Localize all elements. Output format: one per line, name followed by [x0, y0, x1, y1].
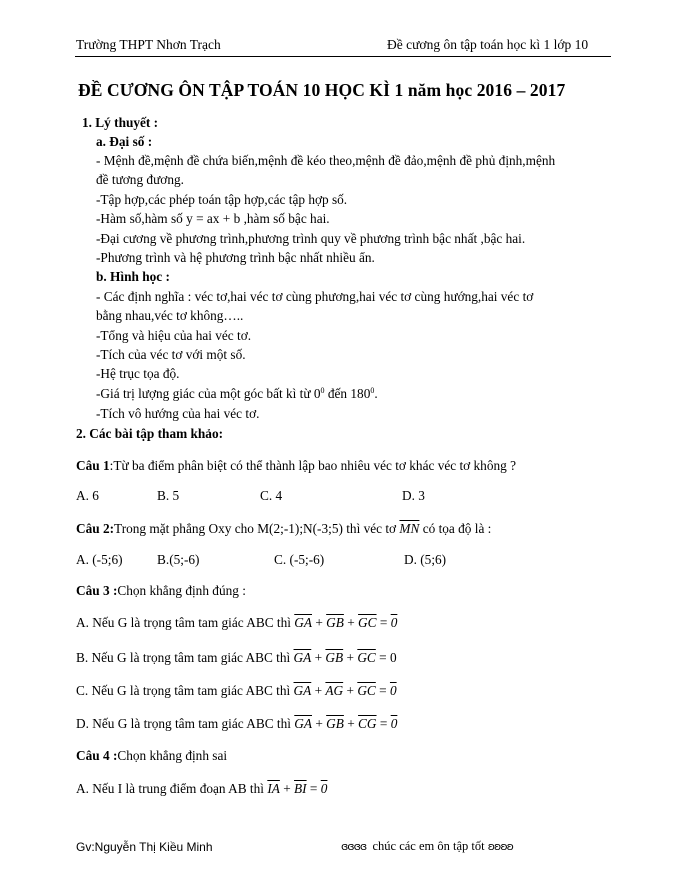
q1-option-c: C. 4 — [260, 488, 283, 503]
q2-option-b: B.(5;-6) — [157, 552, 200, 567]
algebra-item: - Mệnh đề,mệnh đề chứa biến,mệnh đề kéo theo,mệnh đề đảo,mệnh đề phủ định,mệnh — [96, 153, 556, 168]
q3-option-d: D. Nếu G là trọng tâm tam giác ABC thì $\overline{GA} + \overline{GB} + \overline{CG} = 0$ — [76, 716, 398, 731]
geometry-item: bằng nhau,véc tơ không….. — [96, 308, 244, 323]
algebra-item: -Tập hợp,các phép toán tập hợp,các tập hợp số. — [96, 192, 348, 207]
footer-teacher: Gv:Nguyễn Thị Kiều Minh — [76, 840, 213, 854]
geometry-item: -Tích vô hướng của hai véc tơ. — [96, 406, 260, 421]
question-4: Câu 4 :Chọn khẳng định sai — [76, 748, 228, 763]
geometry-item: - Các định nghĩa : véc tơ,hai véc tơ cùng phương,hai véc tơ cùng hướng,hai véc tơ — [96, 289, 534, 304]
geometry-item: -Hệ trục tọa độ. — [96, 366, 180, 381]
geometry-item-angle: -Giá trị lượng giác của một góc bất kì từ $0^0$ đến $180^0$. — [96, 386, 378, 401]
page-title: ĐỀ CƯƠNG ÔN TẬP TOÁN 10 HỌC KÌ 1 năm học 2016 – 2017 — [78, 80, 566, 100]
question-1: Câu 1:Từ ba điểm phân biệt có thể thành lập bao nhiêu véc tơ khác véc tơ không ? — [76, 458, 517, 473]
algebra-item: đề tương đương. — [96, 172, 184, 187]
algebra-item: -Phương trình và hệ phương trình bậc nhất nhiều ẩn. — [96, 250, 375, 265]
ornament-left-icon: ɞɞɞɞ — [341, 840, 367, 853]
q3-option-b: B. Nếu G là trọng tâm tam giác ABC thì $\overline{GA} + \overline{GB} + \overline{GC} = 0$ — [76, 650, 397, 665]
header-rule — [75, 56, 611, 57]
geometry-item: -Tổng và hiệu của hai véc tơ. — [96, 328, 252, 343]
vector-mn: $\overline{MN}$ — [399, 521, 420, 536]
q3-option-a: A. Nếu G là trọng tâm tam giác ABC thì $\overline{GA} + \overline{GB} + \overline{GC} = 0$ — [76, 615, 398, 630]
exercises-heading: 2. Các bài tập tham khảo: — [76, 426, 224, 441]
ornament-right-icon: ʚʚʚʚ — [487, 840, 513, 853]
q2-option-c: C. (-5;-6) — [274, 552, 325, 567]
q2-option-a: A. (-5;6) — [76, 552, 123, 567]
q3-option-c: C. Nếu G là trọng tâm tam giác ABC thì $\overline{GA} + \overline{AG} + \overline{GC} = 0$ — [76, 683, 397, 698]
question-2: Câu 2:Trong mặt phẳng Oxy cho M(2;-1);N(-3;5) thì véc tơ $\overline{MN}$ có tọa độ là : — [76, 521, 492, 536]
algebra-heading: a. Đại số : — [96, 134, 153, 149]
theory-heading: 1. Lý thuyết : — [82, 115, 159, 130]
q1-option-d: D. 3 — [402, 488, 425, 503]
q4-option-a: A. Nếu I là trung điểm đoạn AB thì $\overline{IA} + \overline{BI} = 0$ — [76, 781, 328, 796]
q1-option-a: A. 6 — [76, 488, 99, 503]
algebra-item: -Hàm số,hàm số y = ax + b ,hàm số bậc hai. — [96, 211, 330, 226]
q2-option-d: D. (5;6) — [404, 552, 447, 567]
question-3: Câu 3 :Chọn khẳng định đúng : — [76, 583, 246, 598]
q1-option-b: B. 5 — [157, 488, 180, 503]
header-subject: Đề cương ôn tập toán học kì 1 lớp 10 — [387, 37, 589, 52]
geometry-heading: b. Hình học : — [96, 269, 170, 284]
algebra-item: -Đại cương về phương trình,phương trình quy về phương trình bậc nhất ,bậc hai. — [96, 231, 526, 246]
header-school: Trường THPT Nhơn Trạch — [76, 37, 221, 52]
geometry-item: -Tích của véc tơ với một số. — [96, 347, 246, 362]
footer-message: ɞɞɞɞ chúc các em ôn tập tốt ʚʚʚʚ — [341, 839, 513, 853]
